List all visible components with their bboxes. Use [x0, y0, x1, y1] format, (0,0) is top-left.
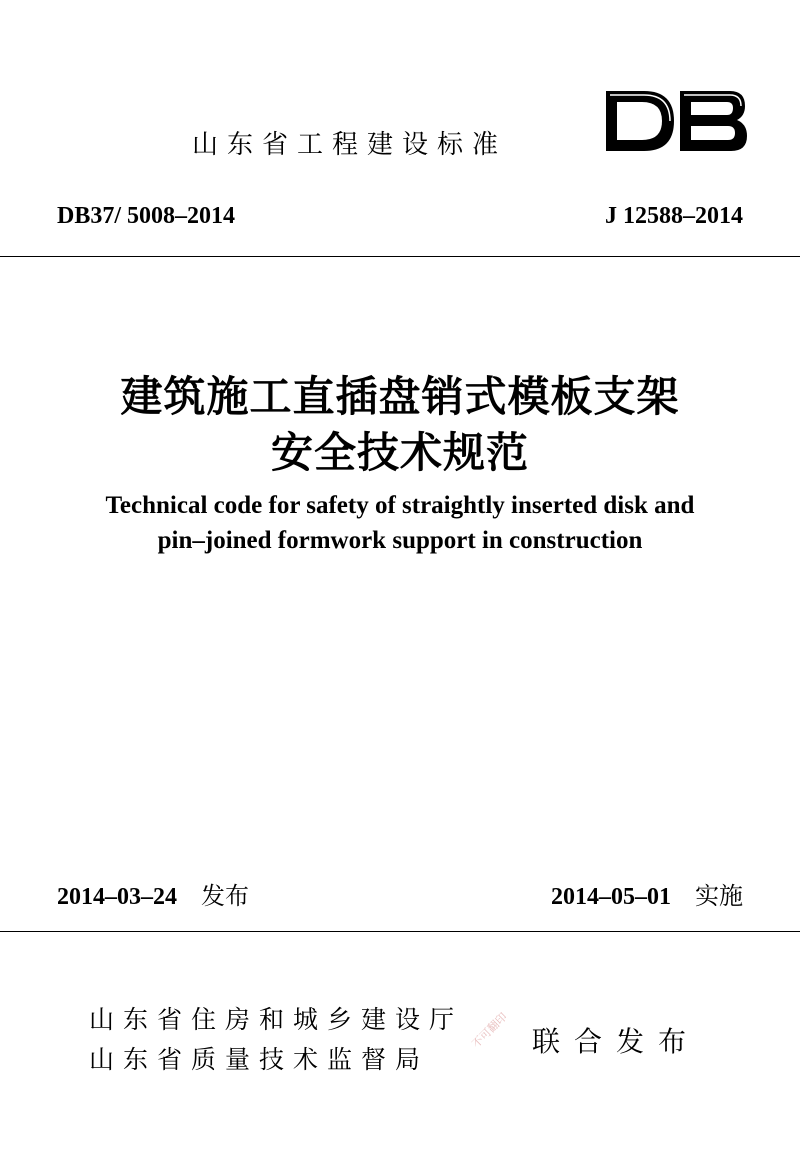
- title-en-line1: Technical code for safety of straightly inserted disk and: [105, 492, 695, 519]
- title-en-line2: pin–joined formwork support in construction: [157, 527, 643, 554]
- issuer-line1: 山东省住房和城乡建设厅: [89, 1005, 464, 1034]
- joint-issue-label: 联合发布: [532, 1025, 701, 1058]
- record-number: J 12588–2014: [605, 203, 743, 229]
- effective-date-value: 2014–05–01: [551, 884, 671, 910]
- db-logo: [604, 89, 749, 158]
- header-divider: [0, 256, 800, 257]
- title-cn-line1: 建筑施工直插盘销式模板支架: [120, 375, 680, 421]
- footer-divider: [0, 931, 800, 932]
- watermark: 不可翻印: [469, 1010, 510, 1051]
- issue-date: [57, 876, 249, 911]
- issue-date-value: 2014–03–24: [57, 884, 177, 910]
- standard-category: 山东省工程建设标准: [192, 130, 508, 160]
- issuer-line2: 山东省质量技术监督局: [89, 1045, 430, 1074]
- title-cn-line2: 安全技术规范: [270, 431, 529, 477]
- issue-label: 发布: [201, 882, 249, 910]
- effective-label: 实施: [695, 882, 743, 910]
- effective-date: [551, 876, 743, 911]
- standard-code: DB37/ 5008–2014: [57, 203, 236, 229]
